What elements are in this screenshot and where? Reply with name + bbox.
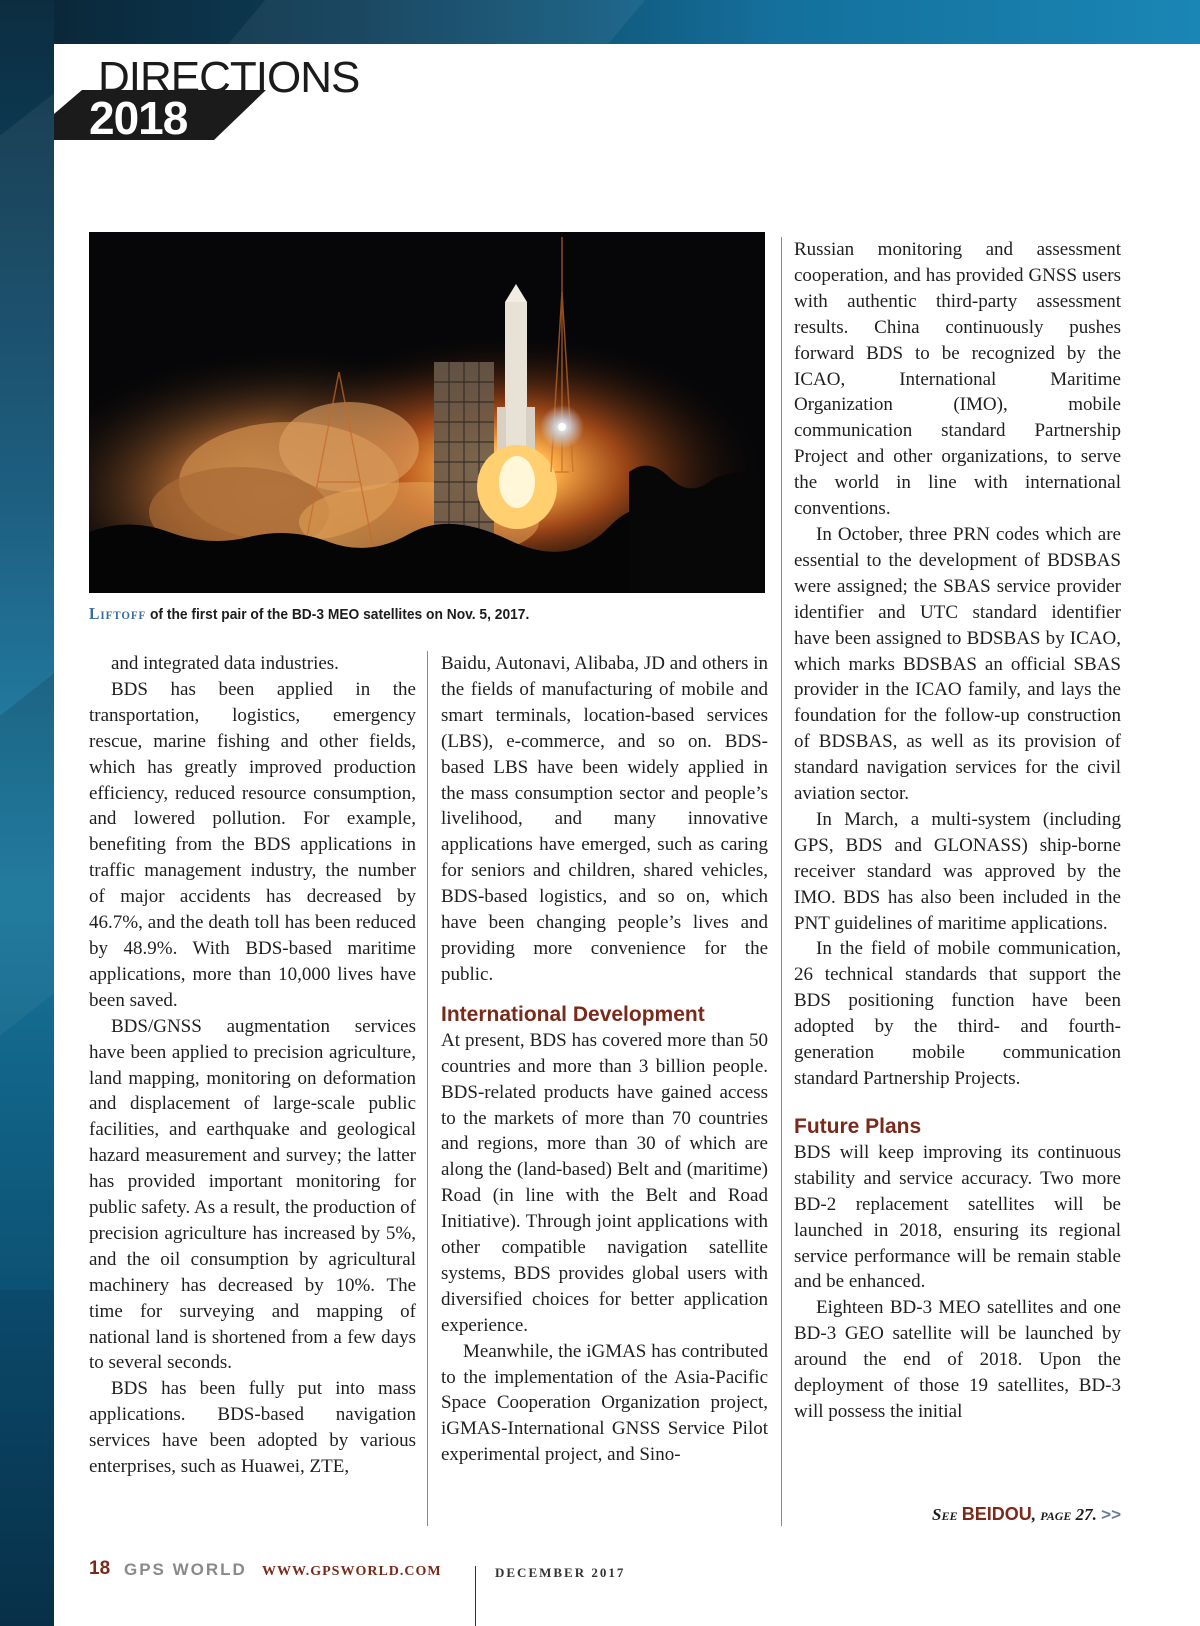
jump-see: See — [932, 1505, 962, 1524]
column-rule — [781, 237, 782, 1526]
continued-jump-link[interactable] — [900, 1504, 1121, 1525]
paragraph: In the field of mobile communication, 26 technical standards that support the BDS positioning function have been adopted by the third- and fourth-generation mobile communication standard Partnership Projects. — [794, 938, 1121, 1089]
paragraph: Baidu, Autonavi, Alibaba, JD and others in the fields of manufacturing of mobile and smart terminals, location-based services (LBS), e-commerce, and so on. BDS-based LBS have been widely applied in the mass consumption sector and people’s livelihood, and many innovative applications have emerged, such as caring for seniors and children, shared vehicles, BDS-based logistics, and so on, which have been changing people’s lives and providing more convenience for the public. — [441, 653, 768, 985]
jump-arrows-icon: >> — [1101, 1505, 1121, 1524]
paragraph: At present, BDS has covered more than 50 countries and more than 3 billion people. BDS-related products have gained access to the markets of more than 70 countries and regions, more than 30 of which are along the (land-based) Belt and (maritime) Road (in line with the Belt and Road Initiative). Through joint applications with other compatible navigation satellite systems, BDS provides global users with diversified choices for better application experience. — [441, 1029, 768, 1336]
top-decorative-band — [0, 0, 1200, 44]
photo-caption — [89, 604, 529, 624]
article-column-1 — [89, 651, 416, 1480]
paragraph: and integrated data industries. — [111, 653, 339, 674]
magazine-name: GPS WORLD — [124, 1560, 247, 1579]
paragraph: BDS has been applied in the transportation, logistics, emergency rescue, marine fishing and other fields, which has greatly improved production efficiency, reduced resource consumption, and lowered pollution. For example, benefiting from the BDS applications in traffic management industry, the number of major accidents has decreased by 46.7%, and the death toll has been reduced by 48.9%. With BDS-based maritime applications, more than 10,000 lives have been saved. — [89, 678, 416, 1011]
paragraph: In March, a multi-system (including GPS, BDS and GLONASS) ship-borne receiver standard was approved by the IMO. BDS has also been included in the PNT guidelines of maritime applications. — [794, 808, 1121, 934]
section-heading: International Development — [441, 1002, 705, 1026]
left-decorative-band — [0, 0, 54, 1626]
caption-text: of the first pair of the BD-3 MEO satellites on Nov. 5, 2017. — [146, 606, 530, 623]
jump-page: , page 27. — [1031, 1505, 1102, 1524]
paragraph: Meanwhile, the iGMAS has contributed to the implementation of the Asia-Pacific Space Cooperation Organization project, iGMAS-International GNSS Service Pilot experimental project, and Sino- — [441, 1340, 768, 1466]
paragraph: Russian monitoring and assessment cooperation, and has provided GNSS users with authentic third-party assessment results. China continuously pushes forward BDS to be recognized by the ICAO, International Maritime Organization (IMO), mobile communication standard Partnership Project and other organizations, to serve the world in line with international conventions. — [794, 239, 1121, 520]
article-column-3 — [794, 237, 1121, 1425]
magazine-url[interactable]: WWW.GPSWORLD.COM — [262, 1564, 442, 1579]
article-column-2 — [441, 651, 768, 1468]
issue-date: DECEMBER 2017 — [495, 1565, 626, 1580]
footer-divider — [475, 1566, 476, 1626]
section-title: DIRECTIONS — [98, 53, 360, 102]
paragraph: BDS/GNSS augmentation services have been applied to precision agriculture, land mapping, monitoring on deformation and displacement of large-scale public facilities, and earthquake and geological hazard measurement and survey; the latter has provided important monitoring for public safety. As a result, the production of precision agriculture has increased by 5%, and the oil consumption by agricultural machinery has decreased by 10%. The time for surveying and mapping of national land is shortened from a few days to several seconds. — [89, 1015, 416, 1374]
paragraph: BDS has been fully put into mass applications. BDS-based navigation services have been adopted by various enterprises, such as Huawei, ZTE, — [89, 1378, 416, 1478]
paragraph: BDS will keep improving its continuous stability and service accuracy. Two more BD-2 replacement satellites will be launched in 2018, ensuring its regional service performance will be remain stable and be enhanced. — [794, 1141, 1121, 1293]
section-heading: Future Plans — [794, 1114, 922, 1138]
page-number: 18 — [89, 1558, 111, 1579]
paragraph: Eighteen BD-3 MEO satellites and one BD-3 GEO satellite will be launched by around the end of 2018. Upon the deployment of those 19 satellites, BD-3 will possess the initial — [794, 1297, 1121, 1422]
section-year: 2018 — [89, 92, 188, 144]
jump-target: BEIDOU — [961, 1504, 1032, 1524]
column-rule — [427, 651, 428, 1526]
paragraph: In October, three PRN codes which are essential to the development of BDSBAS were assigned; the SBAS service provider identifier and UTC standard identifier have been assigned to BDSBAS by ICAO, which marks BDSBAS an official SBAS provider in the ICAO family, and lays the foundation for the follow-up construction of BDSBAS, as well as its provision of standard navigation services for the civil aviation sector. — [794, 523, 1121, 805]
caption-lead: Liftoff — [89, 604, 147, 623]
rocket-launch-photo — [89, 232, 765, 593]
